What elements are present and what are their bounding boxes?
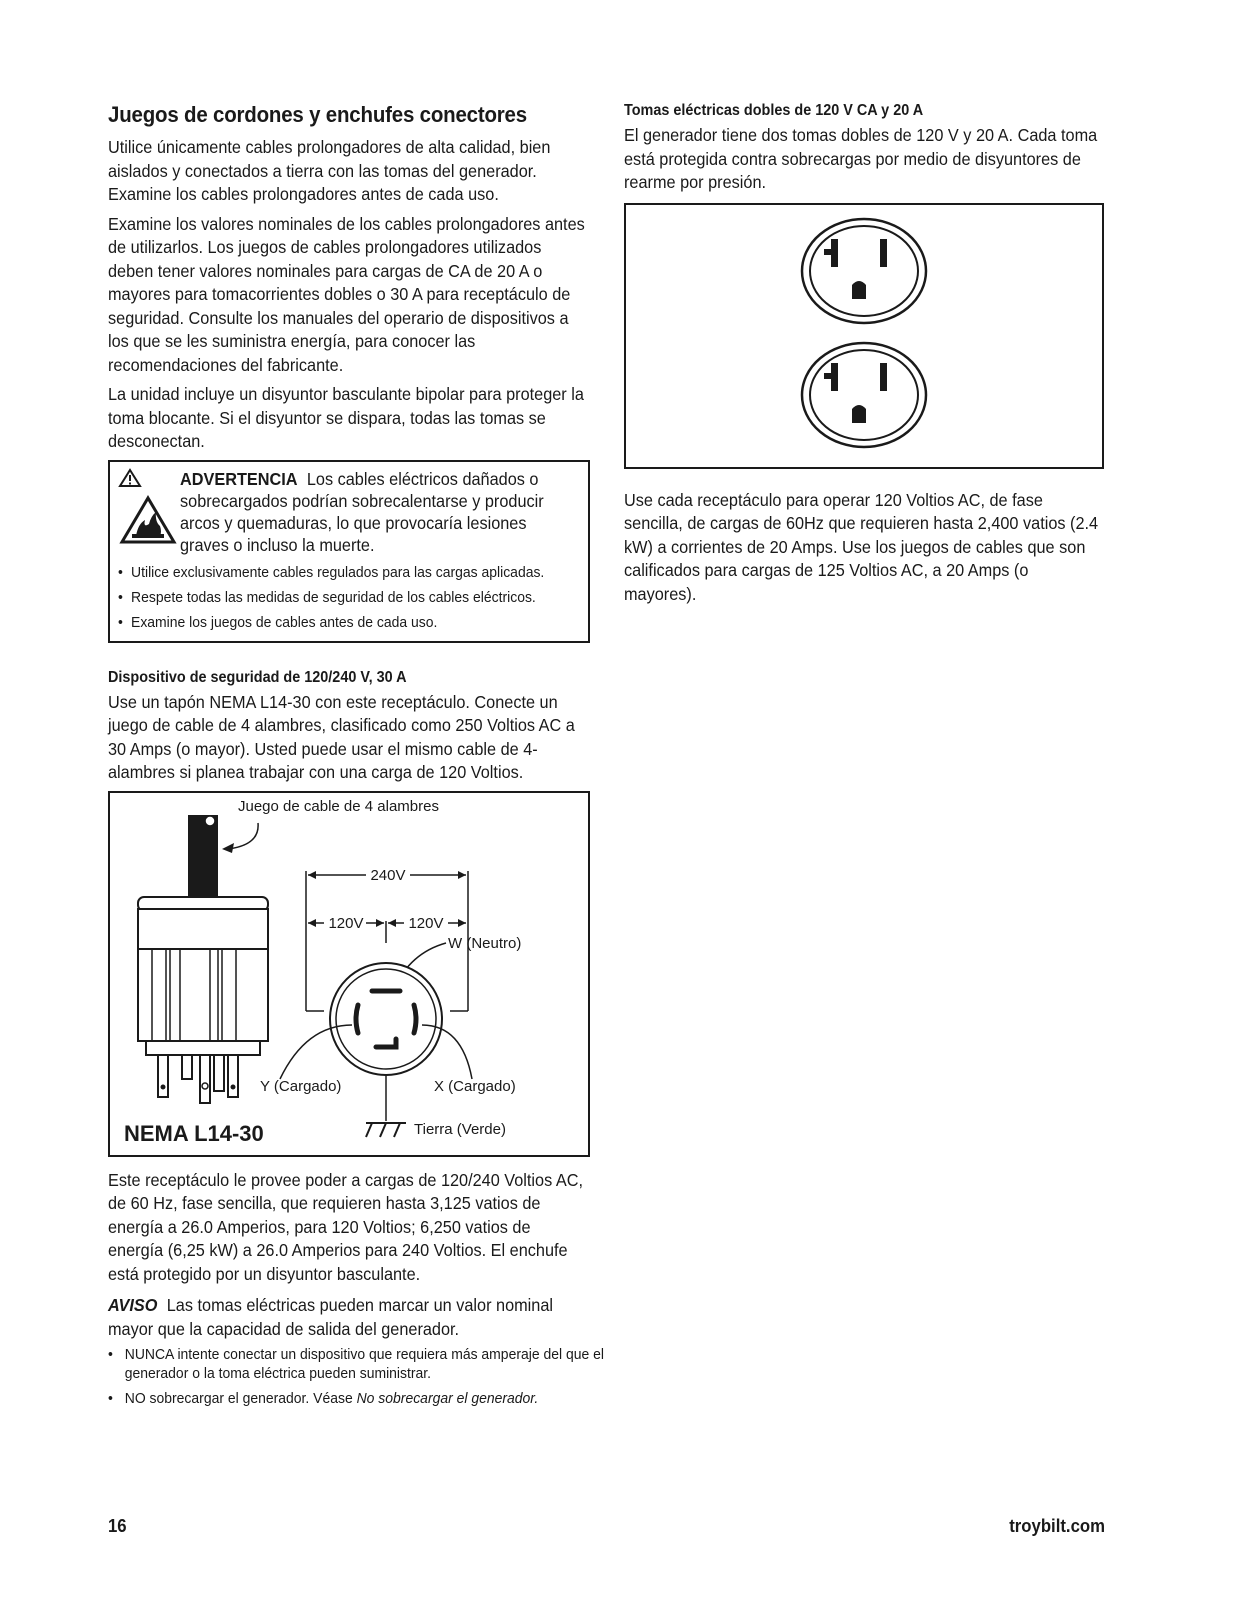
list-item: • Examine los juegos de cables antes de cada uso. [118, 610, 550, 635]
warning-text: Los cables eléctricos dañados o sobrecargados podrían sobrecalentarse y producir arcos y quemaduras, lo que provocaría lesiones graves o incluso la muerte. [180, 468, 544, 555]
neutral-label: W (Neutro) [448, 934, 522, 952]
paragraph: Este receptáculo le provee poder a cargas de 120/240 Voltios AC, de 60 Hz, fase sencilla, que requieren hasta 3,125 vatios de energía a 26.0 Amperios, para 120 Voltios; 6,250 vatios de energía (6,25 kW) a 26.0 Amperios para 240 Voltios. El enchufe está protegido por un disyuntor basculante. [108, 1169, 583, 1284]
duplex-outlet-figure [624, 203, 1104, 469]
x-label: X (Cargado) [434, 1077, 516, 1095]
l14-30-receptacle-icon [330, 963, 442, 1075]
notice-text: Las tomas eléctricas pueden marcar un valor nominal mayor que la capacidad de salida del generador. [108, 1295, 554, 1339]
l14-30-figure [108, 791, 590, 1157]
left-column [108, 102, 604, 1414]
list-item: • NUNCA intente conectar un dispositivo que requiera más amperaje del que el generador o la toma eléctrica pueden suministrar. [108, 1345, 604, 1383]
ground-label: Tierra (Verde) [414, 1120, 506, 1138]
section-title-l14-30: Dispositivo de seguridad de 120/240 V, 30 A [108, 668, 407, 686]
page-number: 16 [108, 1516, 127, 1536]
cable-label: Juego de cable de 4 alambres [238, 797, 439, 815]
voltage-120-label-2: 120V [408, 914, 444, 932]
notice-block [108, 1294, 604, 1408]
ground-icon [366, 1123, 406, 1137]
y-label: Y (Cargado) [260, 1077, 342, 1095]
voltage-240-label: 240V [370, 866, 406, 884]
nema-label: NEMA L14-30 [124, 1120, 264, 1146]
list-item: • Respete todas las medidas de seguridad de los cables eléctricos. [118, 585, 550, 610]
paragraph: Use un tapón NEMA L14-30 con este receptáculo. Conecte un juego de cable de 4 alambres, clasificado como 250 Voltios AC a 30 Amps (o mayor). Usted puede usar el mismo cable de 4-alambres si planea trabajar con una carga de 120 Voltios. [108, 691, 575, 782]
warning-box [108, 460, 590, 643]
paragraph: Examine los valores nominales de los cables prolongadores antes de utilizarlos. Los juegos de cables prolongadores utilizados deben tener valores nominales para cargas de CA de 20 A o mayores para tomacorrientes dobles o 30 A para receptáculo de seguridad. Consulte los manuales del operario de dispositivos a los que se les suministra energía, para conocer las recomendaciones del fabricante. [108, 213, 585, 375]
section-title-duplex: Tomas eléctricas dobles de 120 V CA y 20 A [624, 102, 924, 119]
plug-icon [138, 897, 268, 1103]
l14-30-diagram [110, 793, 588, 1151]
warning-bullets [118, 560, 582, 635]
fire-hazard-icon [122, 498, 174, 542]
list-item: • Utilice exclusivamente cables regulados para las cargas aplicadas. [118, 560, 550, 585]
voltage-120-label-1: 120V [328, 914, 364, 932]
paragraph: Utilice únicamente cables prolongadores de alta calidad, bien aislados y conectados a tierra con las tomas del generador. Examine los cables prolongadores antes de cada uso. [108, 137, 551, 204]
warning-icons [118, 468, 180, 555]
website-link: troybilt.com [1009, 1516, 1105, 1536]
paragraph: La unidad incluye un disyuntor basculante bipolar para proteger la toma blocante. Si el disyuntor se dispara, todas las tomas se desconectan. [108, 384, 584, 451]
warning-label: ADVERTENCIA [180, 468, 298, 489]
paragraph: Use cada receptáculo para operar 120 Voltios AC, de fase sencilla, de cargas de 60Hz que requieren hasta 2,400 vatios (2.4 kW) a corrientes de 20 Amps. Use los juegos de cables que son calificados para cargas de 125 Voltios AC, a 20 Amps (o mayores). [624, 489, 1099, 604]
warning-triangle-icon [118, 468, 178, 550]
right-column [624, 102, 1106, 612]
notice-label: AVISO [108, 1295, 158, 1315]
list-item: • NO sobrecargar el generador. Véase No sobrecargar el generador. [108, 1389, 604, 1408]
paragraph: El generador tiene dos tomas dobles de 120 V y 20 A. Cada toma está protegida contra sobrecargas por medio de disyuntores de rearme por presión. [624, 125, 1098, 192]
duplex-outlet-icon [626, 205, 1102, 467]
section-title-cords: Juegos de cordones y enchufes conectores [108, 102, 527, 127]
